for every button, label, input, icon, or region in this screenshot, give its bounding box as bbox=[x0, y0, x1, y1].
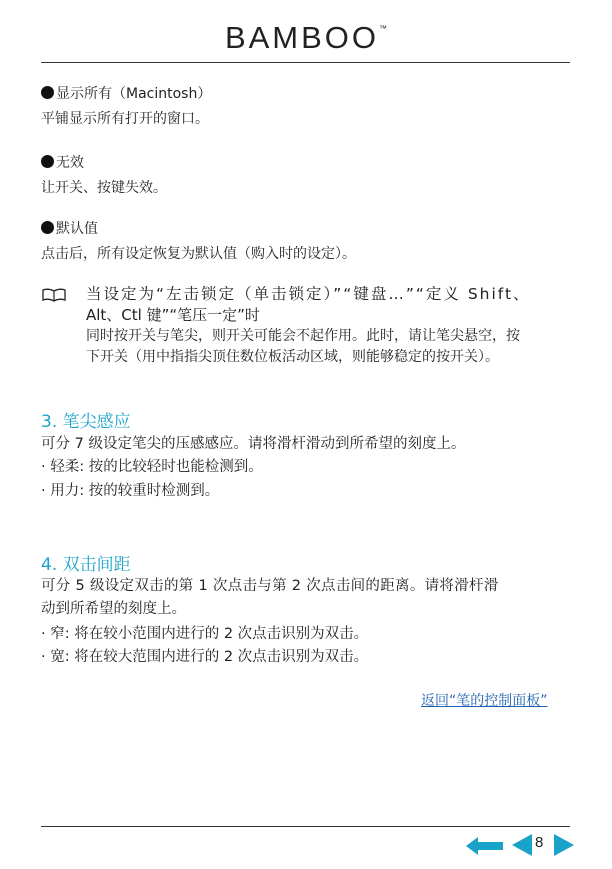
bullet-icon bbox=[41, 221, 54, 234]
note-line-2: Alt、Ctl 键”“笔压一定”时 bbox=[86, 306, 260, 324]
section4-bullet-wide: · 宽: 将在较大范围内进行的 2 次点击识别为双击。 bbox=[41, 649, 369, 665]
section4-intro-line-2: 动到所希望的刻度上。 bbox=[41, 601, 186, 617]
item-title-disable: 无效 bbox=[41, 153, 84, 173]
section-heading-double-click-distance: 4. 双击间距 bbox=[41, 555, 131, 575]
header-rule bbox=[41, 62, 570, 63]
home-arrow-icon[interactable] bbox=[466, 836, 504, 856]
book-icon bbox=[42, 287, 66, 301]
section3-bullet-firm: · 用力: 按的较重时检测到。 bbox=[41, 483, 220, 499]
bullet-icon bbox=[41, 155, 54, 168]
note-line-3: 同时按开关与笔尖，则开关可能会不起作用。此时，请让笔尖悬空，按 bbox=[86, 328, 520, 344]
bullet-icon bbox=[41, 86, 54, 99]
note-line-1: 当设定为“左击锁定（单击锁定）”“键盘…”“定义 Shift、 bbox=[86, 285, 531, 303]
note-line-4: 下开关（用中指指尖顶住数位板活动区域，则能够稳定的按开关）。 bbox=[86, 349, 499, 365]
footer-rule bbox=[41, 826, 570, 827]
item-desc-default: 点击后，所有设定恢复为默认值（购入时的设定）。 bbox=[41, 246, 356, 262]
item-title-show-all: 显示所有（Macintosh） bbox=[41, 84, 211, 104]
item-title-default: 默认值 bbox=[41, 219, 98, 239]
section-heading-tip-feel: 3. 笔尖感应 bbox=[41, 412, 131, 432]
bamboo-logo: BAMBOO™ bbox=[224, 20, 388, 55]
section4-bullet-narrow: · 窄: 将在较小范围内进行的 2 次点击识别为双击。 bbox=[41, 626, 369, 642]
previous-page-icon[interactable] bbox=[512, 834, 533, 856]
page-number: 8 bbox=[535, 834, 544, 851]
item-desc-disable: 让开关、按键失效。 bbox=[41, 180, 167, 196]
section3-intro: 可分 7 级设定笔尖的压感感应。请将滑杆滑动到所希望的刻度上。 bbox=[41, 436, 466, 452]
back-to-pen-control-panel-link[interactable]: 返回“笔的控制面板” bbox=[421, 693, 548, 709]
item-desc-show-all: 平铺显示所有打开的窗口。 bbox=[41, 111, 209, 127]
section4-intro-line-1: 可分 5 级设定双击的第 1 次点击与第 2 次点击间的距离。请将滑杆滑 bbox=[41, 578, 499, 594]
next-page-icon[interactable] bbox=[554, 834, 575, 856]
section3-bullet-soft: · 轻柔: 按的比较轻时也能检测到。 bbox=[41, 459, 263, 475]
